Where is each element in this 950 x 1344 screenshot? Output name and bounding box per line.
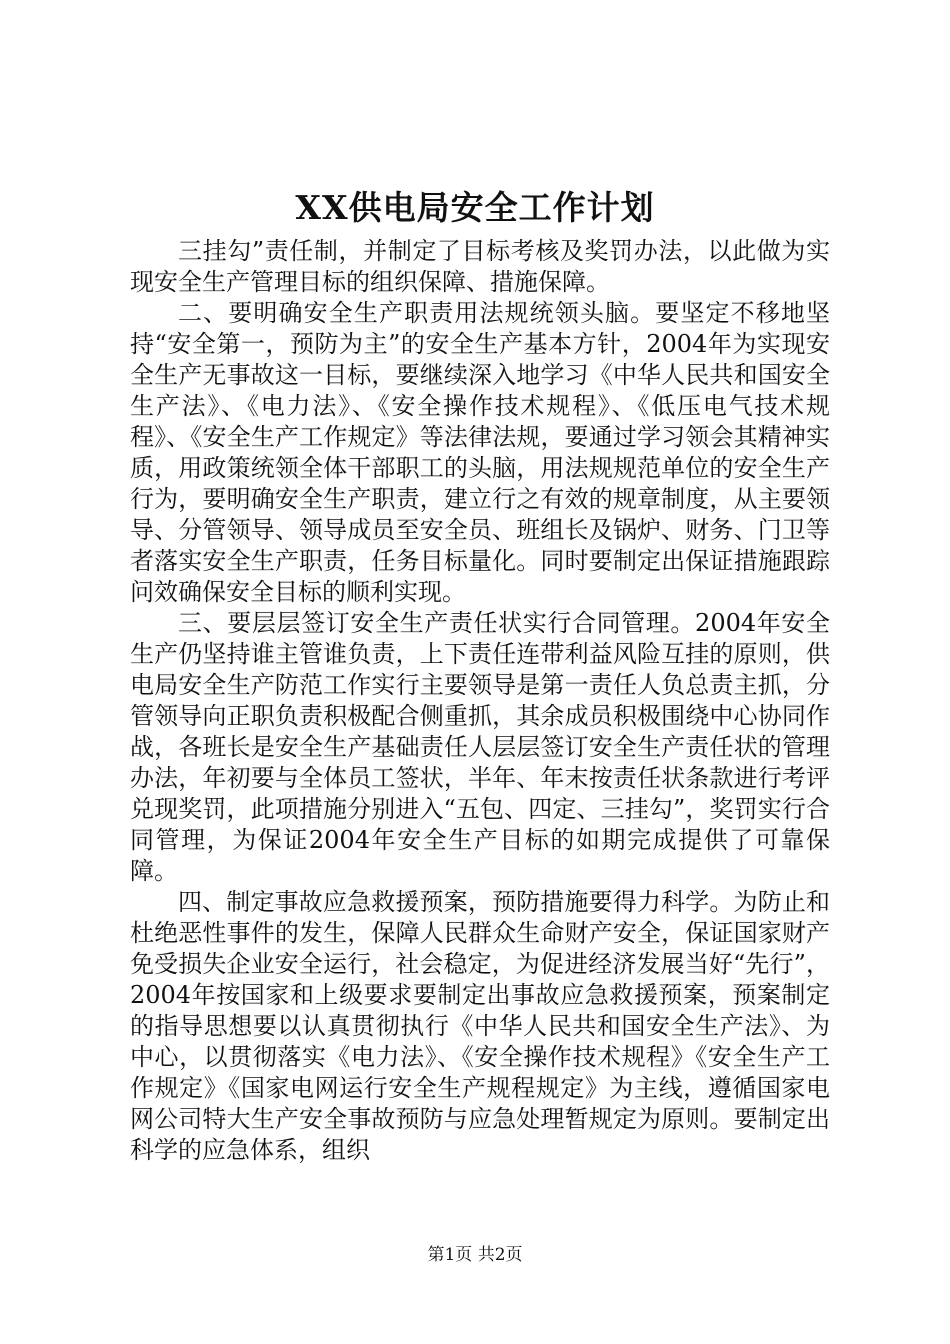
paragraph-4: 四、制定事故应急救援预案，预防措施要得力科学。为防止和杜绝恶性事件的发生，保障人民群众生命财产安全，保证国家财产免受损失企业安全运行，社会稳定，为促进经济发展当好“先行”，2004年按国家和上级要求要制定出事故应急救援预案，预案制定的指导思想要以认真贯彻执行《中华人民共和国安全生产法》、为中心，以贯彻落实《电力法》、《安全操作技术规程》《安全生产工作规定》《国家电网运行安全生产规程规定》为主线，遵循国家电网公司特大生产安全事故预防与应急处理暂规定为原则。要制定出科学的应急体系，组织 — [130, 888, 830, 1164]
document-title: XX供电局安全工作计划 — [295, 188, 655, 227]
document-body — [130, 236, 830, 1166]
paragraph-1: 三挂勾”责任制，并制定了目标考核及奖罚办法，以此做为实现安全生产管理目标的组织保障、措施保障。 — [130, 237, 830, 296]
paragraph-2: 二、要明确安全生产职责用法规统领头脑。要坚定不移地坚持“安全第一，预防为主”的安全生产基本方针，2004年为实现安全生产无事故这一目标，要继续深入地学习《中华人民共和国安全生产法》、《电力法》、《安全操作技术规程》、《低压电气技术规程》、《安全生产工作规定》等法律法规，要通过学习领会其精神实质，用政策统领全体干部职工的头脑，用法规规范单位的安全生产行为，要明确安全生产职责，建立行之有效的规章制度，从主要领导、分管领导、领导成员至安全员、班组长及锅炉、财务、门卫等者落实安全生产职责，任务目标量化。同时要制定出保证措施跟踪问效确保安全目标的顺利实现。 — [130, 299, 830, 606]
page-footer: 第1页 共2页 — [427, 1245, 523, 1265]
paragraph-3: 三、要层层签订安全生产责任状实行合同管理。2004年安全生产仍坚持谁主管谁负责，上下责任连带利益风险互挂的原则，供电局安全生产防范工作实行主要领导是第一责任人负总责主抓，分管领导向正职负责积极配合侧重抓，其余成员积极围绕中心协同作战，各班长是安全生产基础责任人层层签订安全生产责任状的管理办法，年初要与全体员工签状，半年、年末按责任状条款进行考评兑现奖罚，此项措施分别进入“五包、四定、三挂勾”，奖罚实行合同管理，为保证2004年安全生产目标的如期完成提供了可靠保障。 — [130, 609, 830, 885]
